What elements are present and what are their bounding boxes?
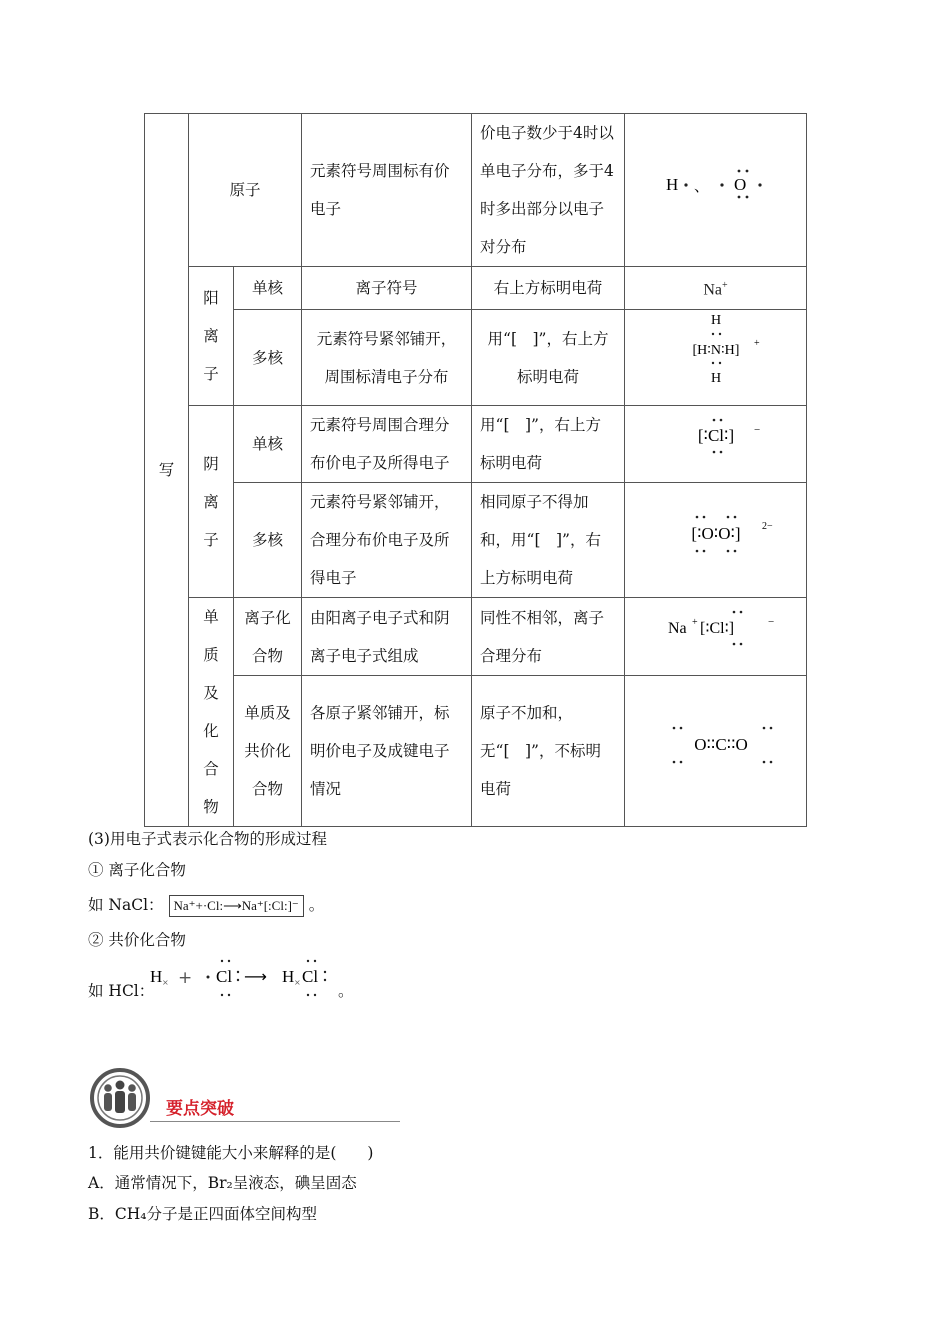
ionic-example [625,598,807,676]
cation-mono-method: 离子符号 [302,267,472,310]
svg-text:+: + [691,617,698,629]
atom-electron-formula [636,153,796,213]
question-1: 1．能用共价键键能大小来解释的是( ) [88,1144,374,1162]
hcl-prefix: 如 HCl： [88,982,155,1000]
svg-text:+: + [178,968,193,988]
covalent-note: 原子不加和，无“[ ]”，不标明电荷 [472,676,625,827]
option-b: B．CH₄分子是正四面体空间构型 [88,1205,317,1223]
svg-text:×: × [294,978,301,987]
svg-text:H: H [710,313,721,329]
svg-text:−: − [753,423,760,436]
ionic-heading: ① 离子化合物 [88,861,186,879]
anion-mono-note: 用“[ ]”，右上方标明电荷 [472,406,625,483]
svg-text:[∶O∶O∶]: [∶O∶O∶] [690,523,741,543]
anion-poly-example [625,483,807,598]
svg-text:2−: 2− [761,520,773,532]
svg-text:H: H [282,967,295,986]
svg-text:+: + [753,338,760,350]
row-atom [145,114,807,267]
cation-poly-example [625,310,807,406]
co2-electron-formula [636,714,796,774]
compound-label: 单 质 及 化 合 物 [189,598,234,827]
svg-text:Cl: Cl [216,967,233,986]
svg-text:、: 、 [693,178,709,195]
key-points-title: 要点突破 [166,1099,234,1119]
ionic-method: 由阳离子电子式和阴离子电子式组成 [302,598,472,676]
nacl-electron-formula [636,604,796,654]
section3-title: (3)用电子式表示化合物的形成过程 [88,830,327,848]
svg-text:−: − [767,616,774,629]
covalent-example [625,676,807,827]
svg-text:[H∶N∶H]: [H∶N∶H] [692,343,739,359]
nacl-formation-formula: Na⁺+·Cl:⟶Na⁺[:Cl:]⁻ [169,895,304,917]
badge-underline [150,1121,400,1122]
svg-text:H: H [150,967,163,986]
hcl-formation-formula [148,955,348,1001]
cation-mono-kind: 单核 [234,267,302,310]
chloride-electron-formula [636,412,796,462]
row-covalent-compound [145,676,807,827]
atom-example [625,114,807,267]
svg-text:O∶∶C∶∶O: O∶∶C∶∶O [693,734,748,754]
ionic-note: 同性不相邻，离子合理分布 [472,598,625,676]
anion-poly-method: 元素符号紧邻铺开，合理分布价电子及所得电子 [302,483,472,598]
cation-poly-method: 元素符号紧邻铺开，周围标清电子分布 [302,310,472,406]
ionic-kind: 离子化合物 [234,598,302,676]
svg-text:Cl: Cl [302,967,319,986]
covalent-method: 各原子紧邻铺开，标明价电子及成键电子情况 [302,676,472,827]
svg-text:[∶Cl∶]: [∶Cl∶] [699,620,734,638]
row-cation-poly [145,310,807,406]
covalent-kind: 单质及共价化合物 [234,676,302,827]
ammonium-electron-formula [636,310,796,390]
hcl-example [88,955,488,1005]
write-label: 写 [145,114,189,827]
svg-text:⟶: ⟶ [244,967,267,986]
atom-note: 价电子数少于4时以单电子分布，多于4时多出部分以电子对分布 [472,114,625,267]
svg-text:Na: Na [667,620,687,638]
option-a: A．通常情况下，Br₂呈液态，碘呈固态 [88,1174,357,1192]
hcl-period: 。 [338,982,354,1000]
atom-method: 元素符号周围标有价电子 [302,114,472,267]
electron-formula-table [144,113,807,827]
anion-poly-kind: 多核 [234,483,302,598]
svg-text:H: H [710,371,721,387]
people-group-icon [88,1068,408,1128]
anion-mono-method: 元素符号周围合理分布价电子及所得电子 [302,406,472,483]
cation-mono-note: 右上方标明电荷 [472,267,625,310]
row-anion-mono [145,406,807,483]
cation-mono-example: Na+ [625,267,807,310]
svg-text:×: × [162,978,169,987]
row-cation-mono [145,267,807,310]
anion-mono-example [625,406,807,483]
nacl-example [88,894,324,917]
cation-poly-kind: 多核 [234,310,302,406]
row-anion-poly [145,483,807,598]
cation-label: 阳 离 子 [189,267,234,406]
anion-mono-kind: 单核 [234,406,302,483]
svg-text:[∶Cl∶]: [∶Cl∶] [697,425,734,445]
atom-label: 原子 [189,114,302,267]
svg-text:H: H [665,174,678,194]
anion-label: 阴 离 子 [189,406,234,598]
row-ionic-compound [145,598,807,676]
nacl-prefix: 如 NaCl： [88,896,164,914]
covalent-heading: ② 共价化合物 [88,931,186,949]
nacl-period: 。 [308,896,325,914]
anion-poly-note: 相同原子不得加和，用“[ ]”，右上方标明电荷 [472,483,625,598]
svg-text:O: O [733,174,746,194]
peroxide-electron-formula [636,503,796,563]
cation-poly-note: 用“[ ]”，右上方标明电荷 [472,310,625,406]
